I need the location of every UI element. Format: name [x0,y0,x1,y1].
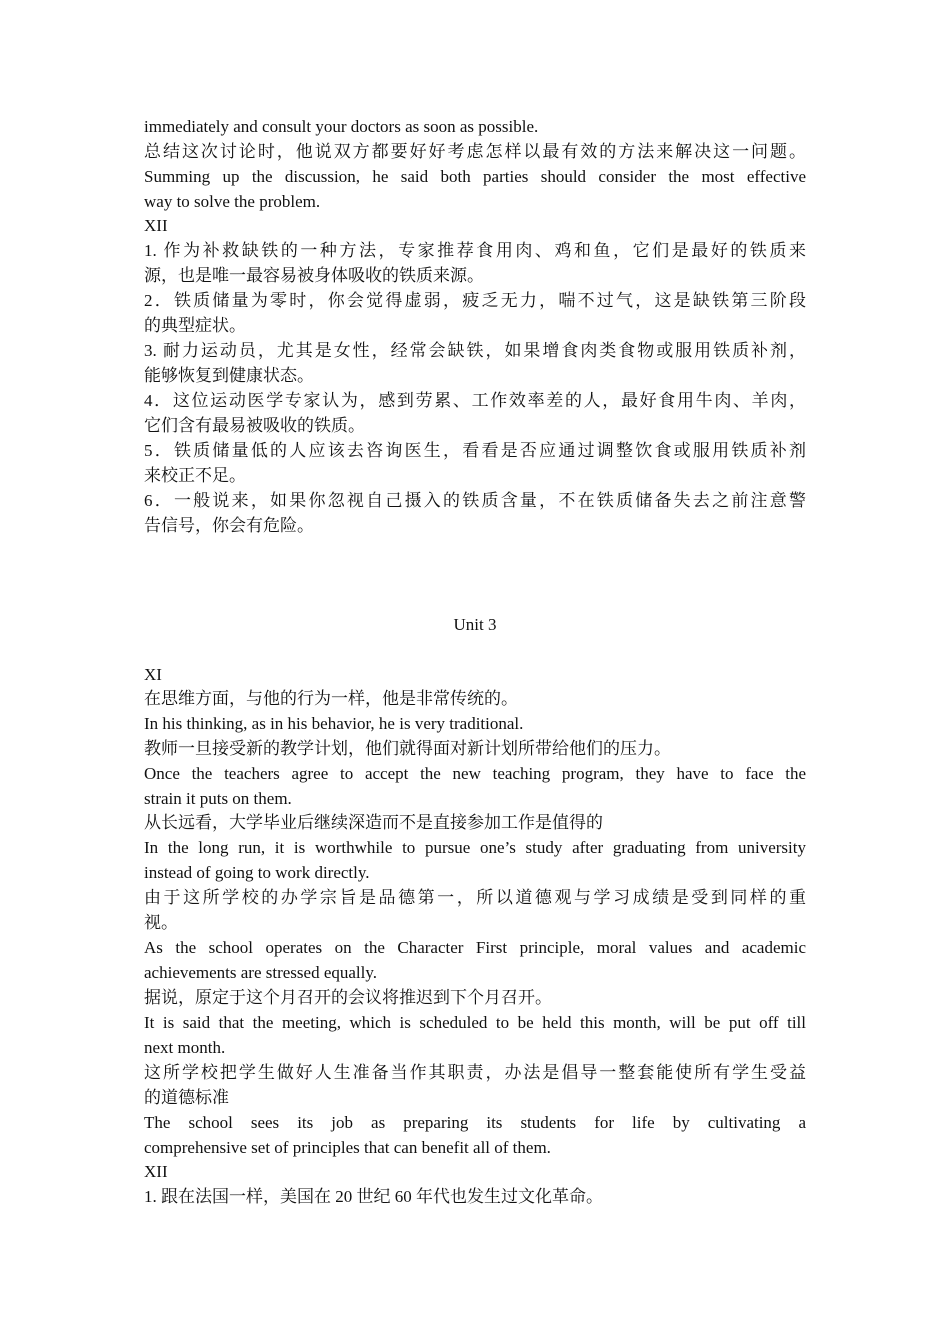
text-line: Once the teachers agree to accept the new teaching program, they have to face the [144,764,806,783]
text-line: As the school operates on the Character First principle, moral values and academic [144,938,806,957]
text-line: 1. 跟在法国一样，美国在 20 世纪 60 年代也发生过文化革命。 [144,1187,603,1206]
text-line: 由于这所学校的办学宗旨是品德第一，所以道德观与学习成绩是受到同样的重 [144,888,806,907]
text-line: 2．铁质储量为零时，你会觉得虚弱，疲乏无力，喘不过气，这是缺铁第三阶段 [144,291,806,310]
text-line: 的道德标准 [144,1088,229,1107]
text-line: 来校正不足。 [144,466,246,485]
text-line: achievements are stressed equally. [144,963,378,982]
text-line: 6．一般说来，如果你忽视自己摄入的铁质含量，不在铁质储备失去之前注意警 [144,491,806,510]
text-line: 据说，原定于这个月召开的会议将推迟到下个月召开。 [144,988,552,1007]
text-line: 3. 耐力运动员，尤其是女性，经常会缺铁，如果增食肉类食物或服用铁质补剂， [144,341,806,360]
text-line: 这所学校把学生做好人生准备当作其职责，办法是倡导一整套能使所有学生受益 [144,1063,806,1082]
text-line: It is said that the meeting, which is scheduled to be held this month, will be put off till [144,1013,806,1032]
text-line: 总结这次讨论时，他说双方都要好好考虑怎样以最有效的方法来解决这一问题。 [144,142,806,161]
text-line: 从长远看，大学毕业后继续深造而不是直接参加工作是值得的 [144,813,603,832]
text-line: comprehensive set of principles that can benefit all of them. [144,1138,551,1157]
text-line: 教师一旦接受新的教学计划，他们就得面对新计划所带给他们的压力。 [144,739,671,758]
section-heading: XII [144,216,168,235]
text-line: 5．铁质储量低的人应该去咨询医生，看看是否应通过调整饮食或服用铁质补剂 [144,441,806,460]
text-line: strain it puts on them. [144,789,292,808]
text-line: 能够恢复到健康状态。 [144,366,314,385]
text-line: 1. 作为补救缺铁的一种方法，专家推荐食用肉、鸡和鱼，它们是最好的铁质来 [144,241,806,260]
text-line: 视。 [144,913,178,932]
text-line: 源，也是唯一最容易被身体吸收的铁质来源。 [144,266,484,285]
text-line: The school sees its job as preparing its students for life by cultivating a [144,1113,806,1132]
text-line: In the long run, it is worthwhile to pursue one’s study after graduating from university [144,838,806,857]
text-line: instead of going to work directly. [144,863,370,882]
text-line: next month. [144,1038,226,1057]
text-line: 它们含有最易被吸收的铁质。 [144,416,365,435]
section-heading: XI [144,665,162,684]
text-line: 的典型症状。 [144,316,246,335]
unit-title: Unit 3 [453,615,497,634]
section-heading: XII [144,1162,168,1181]
text-line: In his thinking, as in his behavior, he is very traditional. [144,714,524,733]
text-line: 在思维方面，与他的行为一样，他是非常传统的。 [144,689,518,708]
text-line: way to solve the problem. [144,192,321,211]
text-line: immediately and consult your doctors as soon as possible. [144,117,539,136]
text-line: 告信号，你会有危险。 [144,516,314,535]
text-line: 4．这位运动医学专家认为，感到劳累、工作效率差的人，最好食用牛肉、羊肉， [144,391,806,410]
text-line: Summing up the discussion, he said both parties should consider the most effective [144,167,806,186]
